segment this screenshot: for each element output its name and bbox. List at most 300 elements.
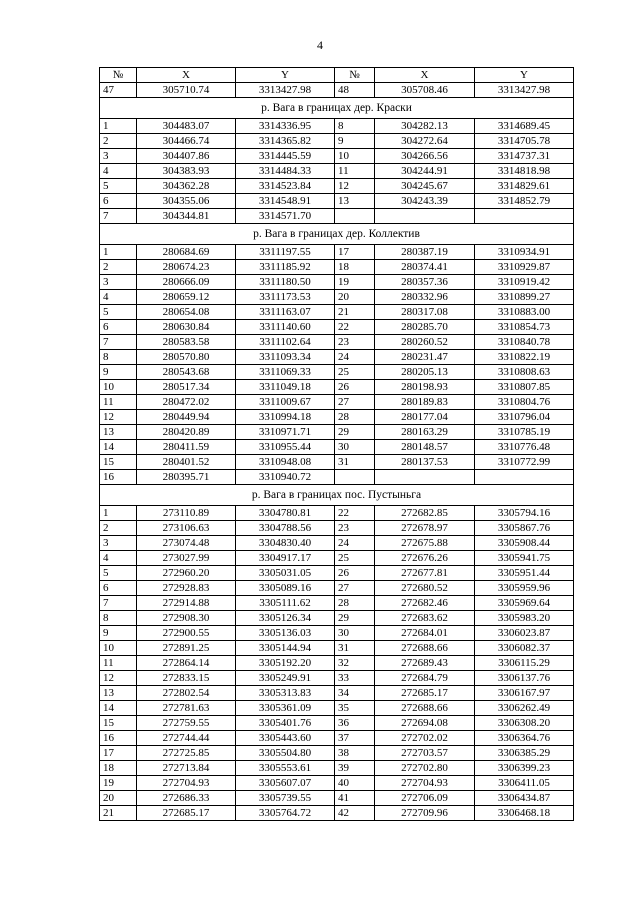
cell-y-left: 3305136.03 [236, 626, 335, 641]
cell-x-right: 272702.02 [375, 731, 475, 746]
cell-y-right: 3310785.19 [475, 425, 574, 440]
cell-y-right: 3314705.78 [475, 134, 574, 149]
cell-number-left: 47 [100, 83, 137, 98]
cell-number-right: 27 [335, 581, 375, 596]
table-row [100, 746, 574, 761]
cell-x-left: 272833.15 [137, 671, 236, 686]
cell-number-right: 22 [335, 506, 375, 521]
cell-x-right: 304244.91 [375, 164, 475, 179]
cell-y-left: 3311102.64 [236, 335, 335, 350]
cell-y-left: 3314445.59 [236, 149, 335, 164]
cell-x-right: 280374.41 [375, 260, 475, 275]
cell-number-right: 24 [335, 536, 375, 551]
cell-number-right: 29 [335, 611, 375, 626]
cell-y-right: 3306137.76 [475, 671, 574, 686]
cell-x-right: 272694.08 [375, 716, 475, 731]
cell-number-left: 21 [100, 806, 137, 821]
cell-number-left: 16 [100, 470, 137, 485]
cell-y-left: 3310994.18 [236, 410, 335, 425]
cell-x-right: 280177.04 [375, 410, 475, 425]
cell-number-right: 19 [335, 275, 375, 290]
table-row [100, 701, 574, 716]
cell-x-right: 272677.81 [375, 566, 475, 581]
table-row [100, 365, 574, 380]
cell-number-right: 42 [335, 806, 375, 821]
cell-y-left: 3311093.34 [236, 350, 335, 365]
header-cell-y-left: Y [236, 68, 335, 83]
cell-y-left: 3311185.92 [236, 260, 335, 275]
cell-x-right: 280163.29 [375, 425, 475, 440]
cell-x-left: 280411.59 [137, 440, 236, 455]
cell-number-left: 10 [100, 641, 137, 656]
cell-x-left: 280543.68 [137, 365, 236, 380]
table-row [100, 425, 574, 440]
cell-number-left: 4 [100, 290, 137, 305]
coordinates-table [99, 67, 574, 821]
cell-x-left: 305710.74 [137, 83, 236, 98]
cell-y-right: 3310804.76 [475, 395, 574, 410]
table-row [100, 335, 574, 350]
cell-number-right: 37 [335, 731, 375, 746]
cell-y-left: 3310948.08 [236, 455, 335, 470]
cell-number-right: 11 [335, 164, 375, 179]
cell-number-right: 30 [335, 440, 375, 455]
cell-x-right [375, 470, 475, 485]
cell-x-right: 280148.57 [375, 440, 475, 455]
cell-x-left: 272759.55 [137, 716, 236, 731]
section-title: р. Вага в границах дер. Коллектив [100, 224, 574, 245]
cell-x-left: 273027.99 [137, 551, 236, 566]
cell-number-right [335, 209, 375, 224]
cell-x-right: 304245.67 [375, 179, 475, 194]
cell-number-left: 14 [100, 440, 137, 455]
cell-y-right: 3310776.48 [475, 440, 574, 455]
cell-y-left: 3305361.09 [236, 701, 335, 716]
table-row [100, 164, 574, 179]
cell-y-left: 3305401.76 [236, 716, 335, 731]
cell-number-left: 5 [100, 179, 137, 194]
cell-y-left: 3314523.84 [236, 179, 335, 194]
cell-number-left: 11 [100, 395, 137, 410]
cell-number-left: 1 [100, 245, 137, 260]
cell-number-right: 28 [335, 596, 375, 611]
table-row [100, 260, 574, 275]
cell-number-left: 7 [100, 209, 137, 224]
cell-y-right: 3310840.78 [475, 335, 574, 350]
table-row [100, 119, 574, 134]
cell-y-left: 3314571.70 [236, 209, 335, 224]
cell-x-left: 273106.63 [137, 521, 236, 536]
cell-x-left: 304355.06 [137, 194, 236, 209]
cell-number-left: 15 [100, 455, 137, 470]
cell-y-right: 3310796.04 [475, 410, 574, 425]
cell-x-left: 272686.33 [137, 791, 236, 806]
cell-y-right: 3306308.20 [475, 716, 574, 731]
table-row [100, 350, 574, 365]
cell-x-right: 280137.53 [375, 455, 475, 470]
cell-number-left: 3 [100, 536, 137, 551]
table-row [100, 521, 574, 536]
cell-number-left: 13 [100, 686, 137, 701]
table-row [100, 536, 574, 551]
cell-y-left: 3311140.60 [236, 320, 335, 335]
cell-number-right [335, 470, 375, 485]
header-cell-y-right: Y [475, 68, 574, 83]
cell-x-left: 280666.09 [137, 275, 236, 290]
cell-x-left: 272960.20 [137, 566, 236, 581]
cell-y-left: 3305249.91 [236, 671, 335, 686]
cell-number-left: 1 [100, 119, 137, 134]
cell-y-left: 3311009.67 [236, 395, 335, 410]
cell-x-left: 273074.48 [137, 536, 236, 551]
cell-y-right: 3314737.31 [475, 149, 574, 164]
cell-y-left: 3311180.50 [236, 275, 335, 290]
cell-y-left: 3314365.82 [236, 134, 335, 149]
cell-x-left: 272685.17 [137, 806, 236, 821]
table-row [100, 470, 574, 485]
table-row [100, 305, 574, 320]
page-number: 4 [317, 38, 323, 52]
cell-x-left: 280630.84 [137, 320, 236, 335]
table-row [100, 245, 574, 260]
cell-x-right: 272684.79 [375, 671, 475, 686]
cell-x-right: 280260.52 [375, 335, 475, 350]
cell-y-right: 3314818.98 [475, 164, 574, 179]
cell-number-left: 8 [100, 350, 137, 365]
cell-x-right: 280332.96 [375, 290, 475, 305]
cell-y-left: 3310940.72 [236, 470, 335, 485]
cell-number-left: 12 [100, 671, 137, 686]
cell-y-left: 3305739.55 [236, 791, 335, 806]
cell-x-right: 280231.47 [375, 350, 475, 365]
table-row [100, 410, 574, 425]
cell-y-right: 3310807.85 [475, 380, 574, 395]
cell-y-left: 3305111.62 [236, 596, 335, 611]
table-row [100, 83, 574, 98]
cell-x-right: 272688.66 [375, 701, 475, 716]
cell-y-left: 3305089.16 [236, 581, 335, 596]
cell-x-left: 280420.89 [137, 425, 236, 440]
coordinates-body [100, 68, 574, 821]
cell-number-right: 23 [335, 521, 375, 536]
cell-y-left: 3305126.34 [236, 611, 335, 626]
cell-x-left: 280570.80 [137, 350, 236, 365]
cell-x-left: 273110.89 [137, 506, 236, 521]
cell-x-right: 304282.13 [375, 119, 475, 134]
cell-y-right: 3310772.99 [475, 455, 574, 470]
cell-y-right: 3310883.00 [475, 305, 574, 320]
cell-x-right: 272689.43 [375, 656, 475, 671]
cell-y-right [475, 209, 574, 224]
cell-number-left: 5 [100, 305, 137, 320]
cell-number-left: 19 [100, 776, 137, 791]
cell-number-right: 24 [335, 350, 375, 365]
cell-number-left: 2 [100, 134, 137, 149]
cell-x-right: 280205.13 [375, 365, 475, 380]
cell-number-right: 25 [335, 365, 375, 380]
cell-x-left: 280654.08 [137, 305, 236, 320]
cell-y-right: 3305867.76 [475, 521, 574, 536]
table-row [100, 149, 574, 164]
table-row [100, 641, 574, 656]
cell-y-left: 3305313.83 [236, 686, 335, 701]
cell-x-left: 280395.71 [137, 470, 236, 485]
cell-x-right: 304243.39 [375, 194, 475, 209]
cell-y-left: 3304917.17 [236, 551, 335, 566]
cell-number-left: 8 [100, 611, 137, 626]
cell-y-right: 3305951.44 [475, 566, 574, 581]
cell-y-right: 3310822.19 [475, 350, 574, 365]
cell-number-left: 16 [100, 731, 137, 746]
section-title-row [100, 224, 574, 245]
cell-number-right: 35 [335, 701, 375, 716]
table-row [100, 731, 574, 746]
cell-y-right: 3305969.64 [475, 596, 574, 611]
cell-x-left: 272744.44 [137, 731, 236, 746]
cell-x-right: 272704.93 [375, 776, 475, 791]
cell-number-left: 7 [100, 596, 137, 611]
cell-number-right: 28 [335, 410, 375, 425]
cell-number-left: 20 [100, 791, 137, 806]
cell-number-left: 7 [100, 335, 137, 350]
cell-x-left: 272914.88 [137, 596, 236, 611]
header-cell-x-right: X [375, 68, 475, 83]
cell-number-right: 31 [335, 641, 375, 656]
header-cell-number-left: № [100, 68, 137, 83]
cell-y-left: 3314548.91 [236, 194, 335, 209]
cell-x-right: 280317.08 [375, 305, 475, 320]
cell-x-right: 280189.83 [375, 395, 475, 410]
header-cell-number-right: № [335, 68, 375, 83]
cell-y-left: 3314336.95 [236, 119, 335, 134]
cell-x-left: 304483.07 [137, 119, 236, 134]
cell-x-left: 304407.86 [137, 149, 236, 164]
cell-y-left: 3305031.05 [236, 566, 335, 581]
cell-number-left: 2 [100, 260, 137, 275]
cell-y-right: 3310929.87 [475, 260, 574, 275]
cell-y-right: 3310919.42 [475, 275, 574, 290]
cell-y-right: 3305794.16 [475, 506, 574, 521]
cell-number-right: 40 [335, 776, 375, 791]
table-row [100, 395, 574, 410]
cell-number-left: 14 [100, 701, 137, 716]
cell-number-left: 13 [100, 425, 137, 440]
table-row [100, 209, 574, 224]
cell-number-right: 30 [335, 626, 375, 641]
cell-y-left: 3311173.53 [236, 290, 335, 305]
table-row [100, 566, 574, 581]
cell-x-left: 304344.81 [137, 209, 236, 224]
cell-y-right: 3306434.87 [475, 791, 574, 806]
cell-y-right: 3306364.76 [475, 731, 574, 746]
table-row [100, 551, 574, 566]
cell-number-left: 5 [100, 566, 137, 581]
cell-y-left: 3304788.56 [236, 521, 335, 536]
cell-y-left: 3311163.07 [236, 305, 335, 320]
section-title-row [100, 485, 574, 506]
cell-number-right: 39 [335, 761, 375, 776]
cell-number-left: 17 [100, 746, 137, 761]
cell-y-right [475, 470, 574, 485]
cell-x-right: 280357.36 [375, 275, 475, 290]
cell-x-right: 305708.46 [375, 83, 475, 98]
table-row [100, 776, 574, 791]
table-row [100, 716, 574, 731]
cell-x-right: 272678.97 [375, 521, 475, 536]
cell-number-right: 23 [335, 335, 375, 350]
cell-y-right: 3314829.61 [475, 179, 574, 194]
table-row [100, 611, 574, 626]
cell-x-right: 272684.01 [375, 626, 475, 641]
cell-number-right: 26 [335, 566, 375, 581]
cell-number-left: 1 [100, 506, 137, 521]
cell-number-right: 8 [335, 119, 375, 134]
cell-x-left: 280583.58 [137, 335, 236, 350]
cell-x-left: 280684.69 [137, 245, 236, 260]
cell-x-left: 272713.84 [137, 761, 236, 776]
cell-y-left: 3305144.94 [236, 641, 335, 656]
cell-number-right: 34 [335, 686, 375, 701]
table-row [100, 761, 574, 776]
cell-number-left: 2 [100, 521, 137, 536]
cell-y-right: 3314852.79 [475, 194, 574, 209]
cell-y-left: 3313427.98 [236, 83, 335, 98]
table-row [100, 626, 574, 641]
cell-x-left: 272900.55 [137, 626, 236, 641]
table-row [100, 275, 574, 290]
cell-x-left: 280517.34 [137, 380, 236, 395]
cell-x-left: 280472.02 [137, 395, 236, 410]
cell-x-right: 272706.09 [375, 791, 475, 806]
cell-x-right: 272685.17 [375, 686, 475, 701]
cell-x-right: 280198.93 [375, 380, 475, 395]
cell-number-right: 38 [335, 746, 375, 761]
cell-number-right: 26 [335, 380, 375, 395]
cell-number-left: 4 [100, 551, 137, 566]
cell-number-right: 48 [335, 83, 375, 98]
cell-x-right: 272682.85 [375, 506, 475, 521]
table-row [100, 506, 574, 521]
cell-x-right [375, 209, 475, 224]
table-row [100, 320, 574, 335]
cell-x-right: 304266.56 [375, 149, 475, 164]
cell-x-left: 272928.83 [137, 581, 236, 596]
cell-x-left: 280659.12 [137, 290, 236, 305]
cell-number-left: 15 [100, 716, 137, 731]
cell-x-right: 272702.80 [375, 761, 475, 776]
cell-y-right: 3306468.18 [475, 806, 574, 821]
cell-y-left: 3305504.80 [236, 746, 335, 761]
cell-x-left: 280449.94 [137, 410, 236, 425]
cell-x-left: 304362.28 [137, 179, 236, 194]
cell-number-right: 12 [335, 179, 375, 194]
cell-number-right: 13 [335, 194, 375, 209]
table-row [100, 671, 574, 686]
cell-x-left: 272725.85 [137, 746, 236, 761]
cell-x-right: 304272.64 [375, 134, 475, 149]
cell-x-right: 272675.88 [375, 536, 475, 551]
cell-y-right: 3306082.37 [475, 641, 574, 656]
table-row [100, 455, 574, 470]
cell-y-left: 3304830.40 [236, 536, 335, 551]
cell-y-right: 3306262.49 [475, 701, 574, 716]
cell-y-right: 3306167.97 [475, 686, 574, 701]
cell-x-right: 272682.46 [375, 596, 475, 611]
cell-x-left: 272864.14 [137, 656, 236, 671]
cell-y-right: 3305908.44 [475, 536, 574, 551]
cell-number-left: 4 [100, 164, 137, 179]
cell-y-right: 3314689.45 [475, 119, 574, 134]
cell-y-right: 3306115.29 [475, 656, 574, 671]
table-row [100, 656, 574, 671]
cell-x-right: 272683.62 [375, 611, 475, 626]
cell-number-left: 3 [100, 149, 137, 164]
cell-y-left: 3310955.44 [236, 440, 335, 455]
cell-number-left: 6 [100, 194, 137, 209]
cell-y-right: 3306411.05 [475, 776, 574, 791]
cell-number-right: 31 [335, 455, 375, 470]
cell-y-left: 3305764.72 [236, 806, 335, 821]
cell-x-left: 272908.30 [137, 611, 236, 626]
cell-y-left: 3305553.61 [236, 761, 335, 776]
cell-number-right: 22 [335, 320, 375, 335]
cell-x-left: 304383.93 [137, 164, 236, 179]
cell-number-right: 25 [335, 551, 375, 566]
cell-y-right: 3313427.98 [475, 83, 574, 98]
cell-y-right: 3310899.27 [475, 290, 574, 305]
cell-y-left: 3314484.33 [236, 164, 335, 179]
cell-number-left: 9 [100, 365, 137, 380]
table-row [100, 806, 574, 821]
cell-y-left: 3305192.20 [236, 656, 335, 671]
cell-y-right: 3306385.29 [475, 746, 574, 761]
cell-number-right: 17 [335, 245, 375, 260]
cell-y-left: 3310971.71 [236, 425, 335, 440]
cell-number-left: 6 [100, 581, 137, 596]
cell-y-right: 3306399.23 [475, 761, 574, 776]
cell-number-right: 20 [335, 290, 375, 305]
cell-number-right: 27 [335, 395, 375, 410]
cell-number-left: 9 [100, 626, 137, 641]
cell-y-left: 3305443.60 [236, 731, 335, 746]
cell-y-left: 3304780.81 [236, 506, 335, 521]
table-row [100, 194, 574, 209]
cell-x-right: 272676.26 [375, 551, 475, 566]
cell-number-left: 10 [100, 380, 137, 395]
cell-x-right: 272688.66 [375, 641, 475, 656]
cell-x-left: 272891.25 [137, 641, 236, 656]
cell-y-right: 3310808.63 [475, 365, 574, 380]
cell-x-right: 280285.70 [375, 320, 475, 335]
cell-x-right: 272703.57 [375, 746, 475, 761]
cell-number-right: 10 [335, 149, 375, 164]
cell-number-right: 9 [335, 134, 375, 149]
cell-y-right: 3305941.75 [475, 551, 574, 566]
cell-x-right: 272709.96 [375, 806, 475, 821]
cell-y-left: 3311069.33 [236, 365, 335, 380]
table-row [100, 290, 574, 305]
cell-y-left: 3311049.18 [236, 380, 335, 395]
cell-number-right: 21 [335, 305, 375, 320]
cell-number-left: 6 [100, 320, 137, 335]
table-row [100, 380, 574, 395]
cell-y-left: 3305607.07 [236, 776, 335, 791]
table-row [100, 440, 574, 455]
cell-number-right: 29 [335, 425, 375, 440]
cell-number-left: 12 [100, 410, 137, 425]
cell-x-right: 272680.52 [375, 581, 475, 596]
cell-x-left: 272704.93 [137, 776, 236, 791]
